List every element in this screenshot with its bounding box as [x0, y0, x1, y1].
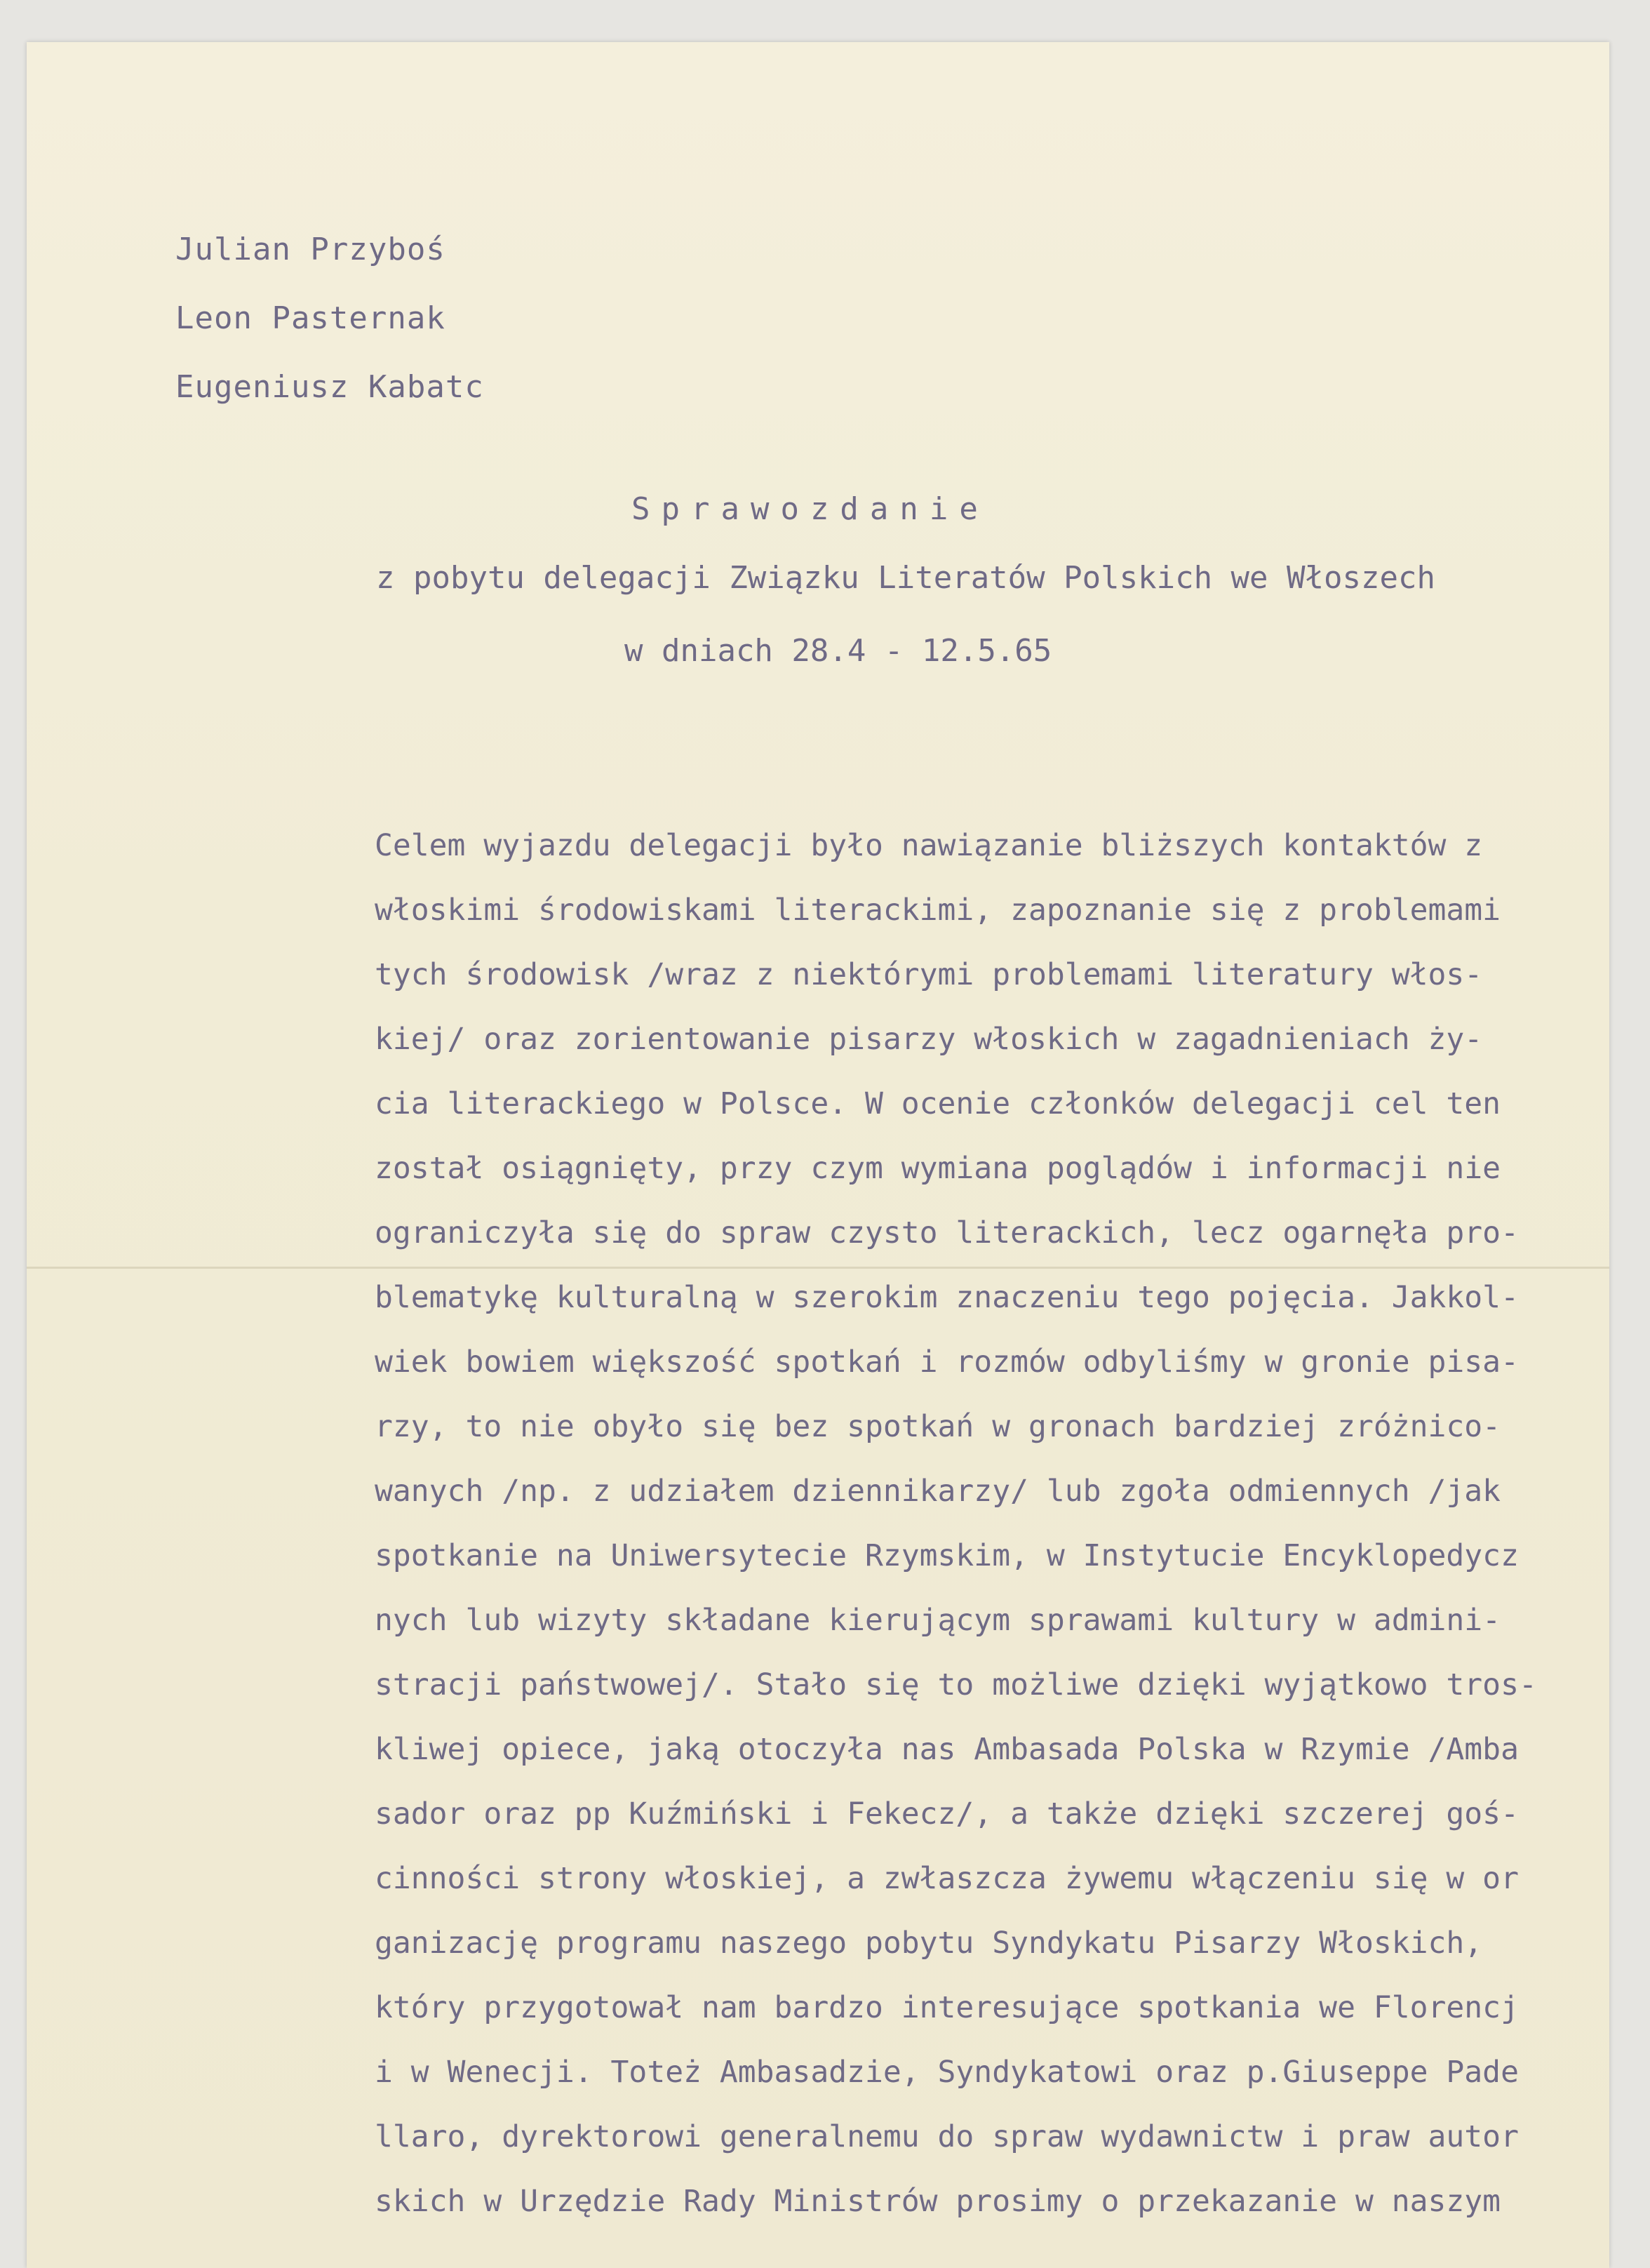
body-line: ganizację programu naszego pobytu Syndykatu Pisarzy Włoskich, [375, 1926, 1483, 1961]
body-line: wanych /np. z udziałem dziennikarzy/ lub zgoła odmiennych /jak [375, 1474, 1501, 1509]
body-line: skich w Urzędzie Rady Ministrów prosimy o przekazanie w naszym [375, 2184, 1501, 2219]
typewritten-page [27, 42, 1609, 2268]
body-line: cinności strony włoskiej, a zwłaszcza żywemu włączeniu się w or [375, 1861, 1519, 1896]
body-line: spotkanie na Uniwersytecie Rzymskim, w Instytucie Encyklopedycz [375, 1538, 1519, 1573]
body-line: włoskimi środowiskami literackimi, zapoznanie się z problemami [375, 893, 1501, 928]
document-subtitle: z pobytu delegacji Związku Literatów Polskich we Włoszech [376, 560, 1435, 596]
author-line-2: Leon Pasternak [175, 300, 445, 336]
body-line: stracji państwowej/. Stało się to możliwe dzięki wyjątkowo tros- [375, 1667, 1537, 1702]
body-line: kliwej opiece, jaką otoczyła nas Ambasada Polska w Rzymie /Amba [375, 1732, 1519, 1767]
body-line: rzy, to nie obyło się bez spotkań w gronach bardziej zróżnico- [375, 1409, 1501, 1444]
body-line: llaro, dyrektorowi generalnemu do spraw wydawnictw i praw autor [375, 2119, 1519, 2154]
body-line: i w Wenecji. Toteż Ambasadzie, Syndykatowi oraz p.Giuseppe Pade [375, 2055, 1519, 2090]
document-dates: w dniach 28.4 - 12.5.65 [624, 633, 1052, 669]
paper-fold-crease [27, 1267, 1609, 1269]
body-line: został osiągnięty, przy czym wymiana poglądów i informacji nie [375, 1151, 1501, 1186]
body-line: Celem wyjazdu delegacji było nawiązanie bliższych kontaktów z [375, 828, 1483, 863]
body-line: który przygotował nam bardzo interesujące spotkania we Florencj [375, 1990, 1519, 2025]
body-line: cia literackiego w Polsce. W ocenie członków delegacji cel ten [375, 1086, 1501, 1121]
body-line: tych środowisk /wraz z niektórymi problemami literatury włos- [375, 957, 1483, 992]
body-line: sador oraz pp Kuźmiński i Fekecz/, a także dzięki szczerej goś- [375, 1796, 1519, 1832]
document-title: Sprawozdanie [631, 491, 989, 527]
author-line-3: Eugeniusz Kabatc [175, 369, 484, 405]
body-line: wiek bowiem większość spotkań i rozmów odbyliśmy w gronie pisa- [375, 1345, 1519, 1380]
body-line: ograniczyła się do spraw czysto literackich, lecz ogarnęła pro- [375, 1215, 1519, 1250]
body-line: blematykę kulturalną w szerokim znaczeniu tego pojęcia. Jakkol- [375, 1280, 1519, 1315]
body-line: kiej/ oraz zorientowanie pisarzy włoskich w zagadnieniach ży- [375, 1022, 1483, 1057]
body-line: nych lub wizyty składane kierującym sprawami kultury w admini- [375, 1603, 1501, 1638]
author-line-1: Julian Przyboś [175, 232, 445, 267]
